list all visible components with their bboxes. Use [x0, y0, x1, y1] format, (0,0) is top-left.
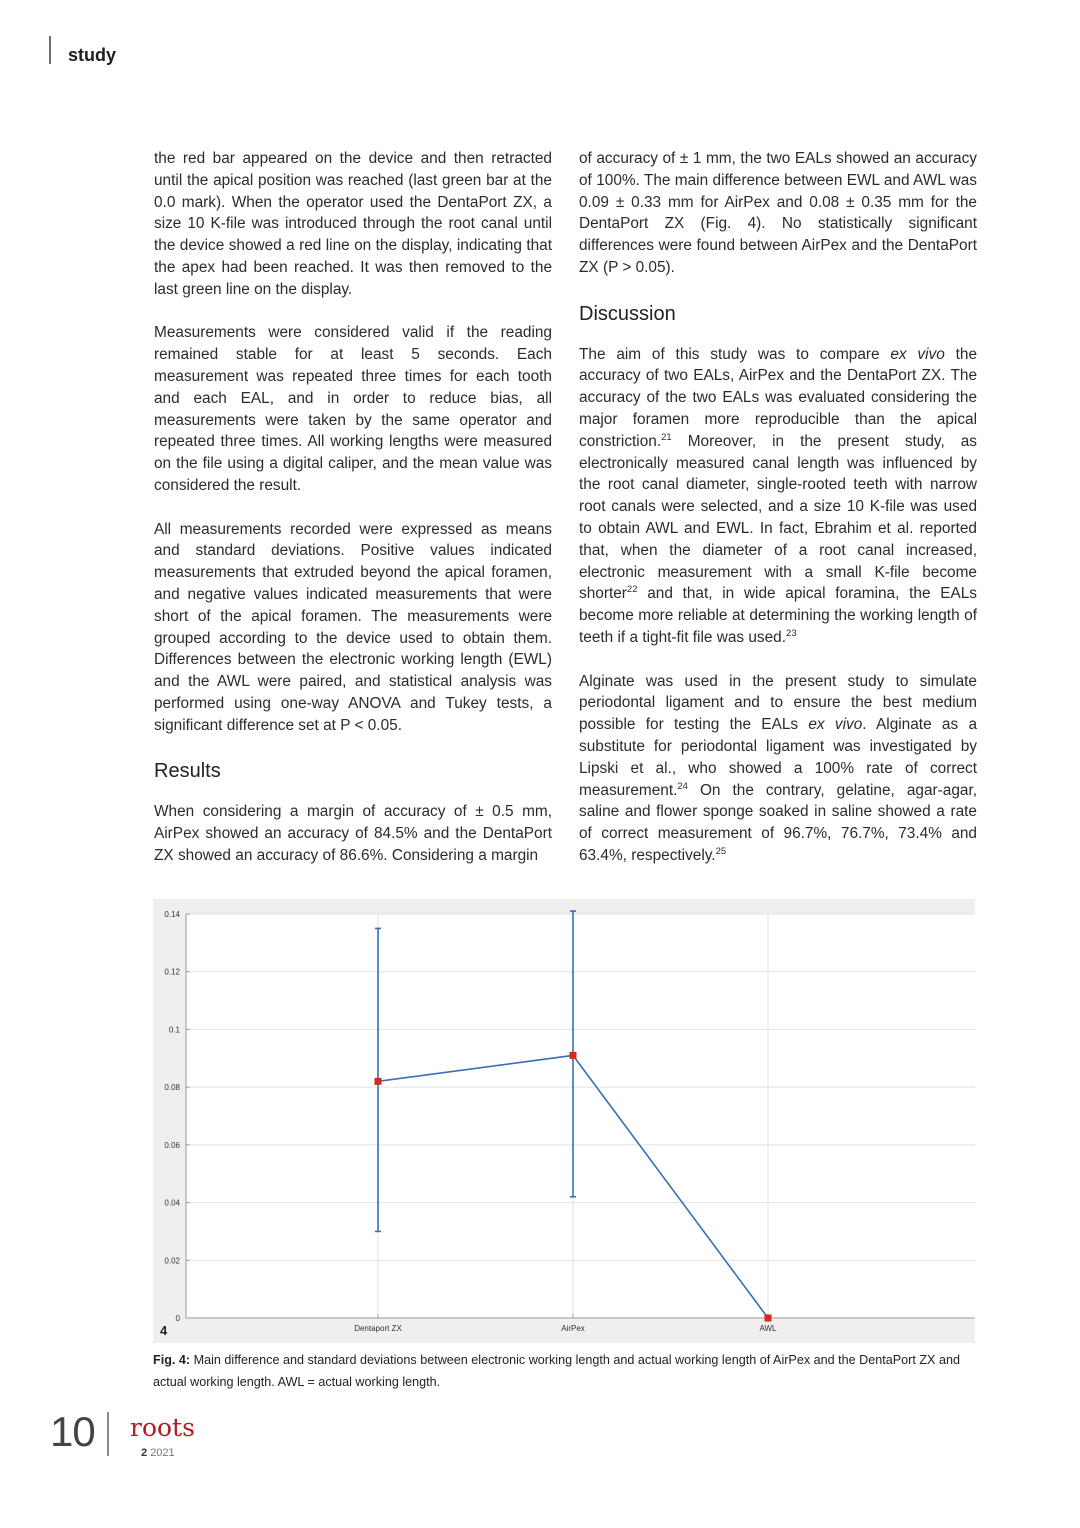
figure-4	[153, 899, 975, 1343]
left-column	[154, 148, 552, 889]
y-tick-label: 0.12	[164, 967, 180, 977]
text-run: and that, in wide apical foramina, the EALs become more reliable at determining the working length of teeth if a tight-fit file was used.	[579, 585, 977, 646]
data-point-marker	[375, 1078, 382, 1085]
y-tick-label: 0.08	[164, 1083, 180, 1093]
y-tick-label: 0.06	[164, 1140, 180, 1150]
section-label: study	[68, 45, 117, 65]
plot-area	[186, 914, 975, 1318]
figure-number: 4	[160, 1323, 168, 1338]
caption-text: Main difference and standard deviations between electronic working length and actual working length of AirPex and the DentaPort ZX and actual working length. AWL = actual working length.	[153, 1353, 960, 1389]
text-run: The aim of this study was to compare	[579, 345, 891, 363]
results-heading: Results	[154, 760, 221, 783]
paragraph: the red bar appeared on the device and then retracted until the apical position was reached (last green bar at the 0.0 mark). When the operator used the DentaPort ZX, a size 10 K-file was introduced through the root canal until the device showed a red line on the display, indicating that the apex had been reached. It was then removed to the last green line on the display.	[154, 150, 552, 298]
issue-year: 2021	[150, 1447, 175, 1459]
text-run: Alginate was used in the present study to simulate periodontal ligament and to ensure the best medium possible for testing the EALs	[579, 672, 977, 734]
journal-logo: roots	[130, 1413, 195, 1442]
italic-text: ex vivo	[808, 716, 863, 734]
data-point-marker	[570, 1052, 577, 1059]
citation: 21	[661, 431, 672, 443]
y-tick-label: 0	[175, 1314, 180, 1323]
discussion-heading: Discussion	[579, 302, 676, 325]
y-tick-label: 0.04	[164, 1198, 180, 1208]
section-divider	[49, 36, 51, 64]
x-tick-label: AirPex	[561, 1324, 585, 1333]
data-point-marker	[765, 1315, 772, 1322]
error-bar-chart	[153, 899, 975, 1343]
paragraph: Measurements were considered valid if the reading remained stable for at least 5 seconds. Each measurement was repeated three times for each tooth and each EAL, and in order to reduce bias, all measurements were taken by the same operator and repeated three times. All working lengths were measured on the file using a digital caliper, and the mean value was considered the result.	[154, 324, 552, 494]
citation: 24	[677, 780, 688, 792]
y-tick-label: 0.14	[164, 910, 180, 919]
citation: 22	[626, 584, 638, 596]
paragraph	[579, 671, 977, 867]
y-tick-label: 0.1	[168, 1025, 180, 1035]
text-run: On the contrary, gelatine, agar-agar, saline and flower sponge soaked in saline showed a rate of correct measurement of 96.7%, 76.7%, 73.4% and 63.4%, respectively.	[579, 781, 977, 864]
footer-divider	[107, 1412, 109, 1456]
issue-info	[141, 1447, 175, 1459]
text-run: the accuracy of two EALs, AirPex and the DentaPort ZX. The accuracy of the two EALs was evaluated considering the major foramen more reproducible than the apical constriction.	[579, 345, 978, 450]
page-number: 10	[50, 1408, 95, 1455]
caption-label: Fig. 4:	[153, 1353, 191, 1367]
paragraph: of accuracy of ± 1 mm, the two EALs showed an accuracy of 100%. The main difference between EWL and AWL was 0.09 ± 0.33 mm for AirPex and 0.08 ± 0.35 mm for the DentaPort ZX (Fig. 4). No statistically significant differences were found between AirPex and the DentaPort ZX (P > 0.05).	[579, 150, 977, 276]
italic-text: ex vivo	[890, 345, 945, 363]
issue-number: 2	[141, 1447, 148, 1459]
citation: 25	[715, 845, 727, 857]
right-column	[579, 148, 977, 889]
text-run: . Alginate as a substitute for periodontal ligament was investigated by Lipski et al., who showed a 100% rate of correct measurement.	[579, 716, 978, 799]
figure-caption	[153, 1349, 983, 1393]
x-tick-label: Dentaport ZX	[354, 1324, 402, 1333]
paragraph	[579, 344, 977, 649]
citation: 23	[786, 627, 797, 639]
paragraph: When considering a margin of accuracy of ± 0.5 mm, AirPex showed an accuracy of 84.5% and the DentaPort ZX showed an accuracy of 86.6%. Considering a margin	[154, 803, 552, 864]
x-tick-label: AWL	[759, 1324, 777, 1333]
paragraph: All measurements recorded were expressed as means and standard deviations. Positive values indicated measurements that extruded beyond the apical foramen, and negative values indicated measurements that were short of the apical foramen. The measurements were grouped according to the device used to obtain them. Differences between the electronic working length (EWL) and the AWL were paired, and statistical analysis was performed using one-way ANOVA and Tukey tests, a significant difference set at P < 0.05.	[154, 520, 552, 734]
y-tick-label: 0.02	[164, 1256, 180, 1266]
text-run: Moreover, in the present study, as electronically measured canal length was influenced by the root canal diameter, single-rooted teeth with narrow root canals were selected, and a size 10 K-file was used to obtain AWL and EWL. In fact, Ebrahim et al. reported that, when the diameter of a root canal increased, electronic measurement with a small K-file become shorter	[579, 432, 977, 603]
